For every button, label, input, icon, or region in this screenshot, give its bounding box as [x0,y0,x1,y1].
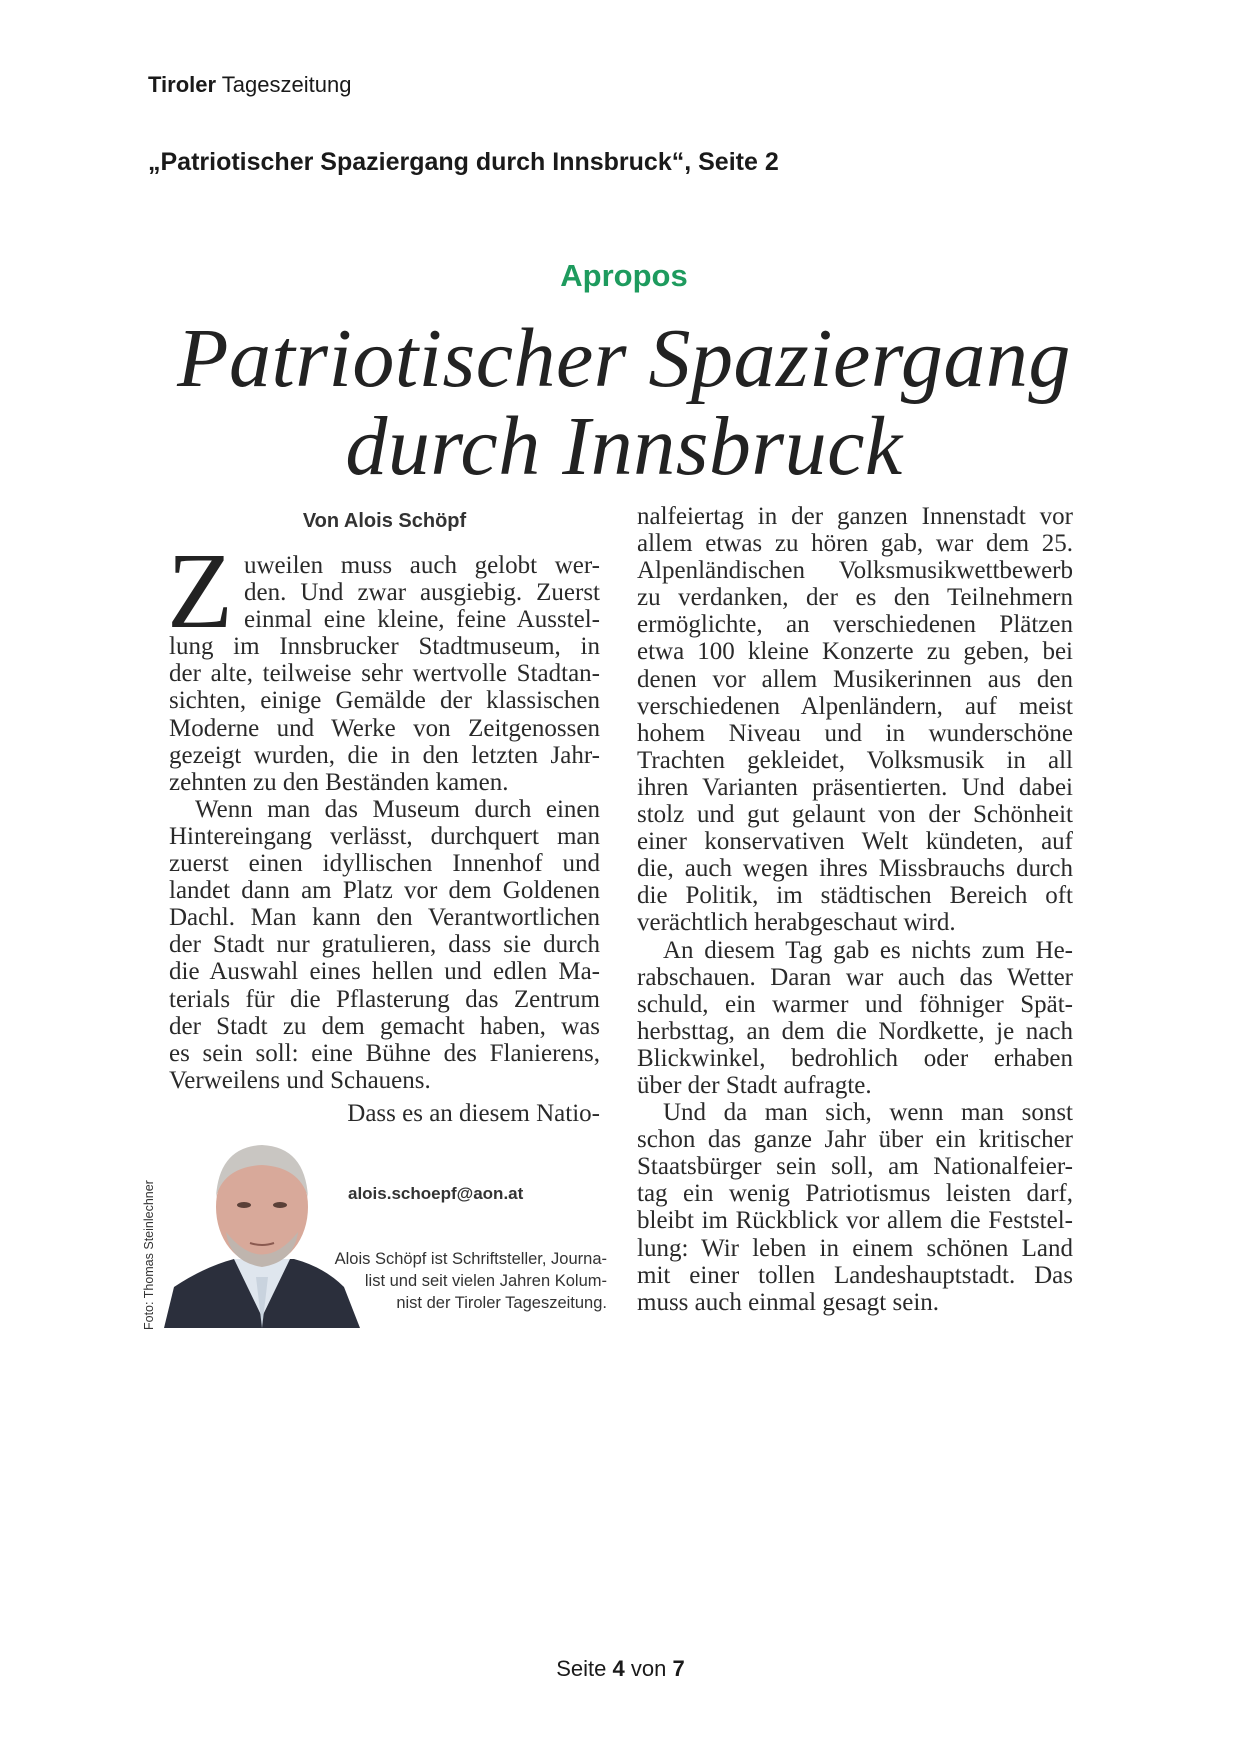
text-line: An diesem Tag gab es nichts zum He- [663,936,1073,964]
text-line: die, auch wegen ihres Missbrauchs durch [637,855,1073,883]
photo-credit: Foto: Thomas Steinlechner [142,1180,156,1330]
text-line: Dass es an diesem Natio- [347,1100,600,1127]
text-line: mit einer tollen Landeshauptstadt. Das [637,1261,1073,1289]
byline: Von Alois Schöpf [302,510,467,532]
text-line: lung: Wir leben in einem schönen Land [637,1234,1073,1262]
headline-line-2: durch Innsbruck [345,400,903,493]
text-line: tag ein wenig Patriotismus leisten darf, [637,1180,1073,1208]
text-line: herbsttag, an dem die Nordkette, je nach [637,1017,1073,1045]
text-line: der Stadt zu dem gemacht haben, was [169,1012,600,1040]
text-line: lung im Innsbrucker Stadtmuseum, in [169,633,600,661]
text-line: etwa 100 kleine Konzerte zu geben, bei [637,638,1073,666]
drop-cap: Z [167,532,233,651]
text-line: rabschauen. Daran war auch das Wetter [637,963,1073,991]
text-line: Staatsbürger sein soll, am Nationalfeier- [637,1153,1073,1181]
text-line: zehnten zu den Beständen kamen. [169,768,509,796]
text-line: einmal eine kleine, feine Ausstel- [244,606,600,634]
text-line: zu verdanken, der es den Teilnehmern [637,584,1073,612]
text-line: über der Stadt aufragte. [637,1071,872,1099]
text-line: ihren Varianten präsentierten. Und dabei [637,773,1073,801]
article-column-left [169,552,600,1094]
text-line: es sein soll: eine Bühne des Flanierens, [169,1039,600,1067]
text-line: schuld, ein warmer und föhniger Spät- [637,990,1073,1018]
text-line: hohem Niveau und in wunderschöne [637,719,1073,747]
headline-line-1: Patriotischer Spaziergang [177,312,1071,405]
text-line: Trachten gekleidet, Volksmusik in all [637,746,1073,774]
text-line: den. Und zwar ausgiebig. Zuerst [244,579,600,607]
text-line: verächtlich herabgeschaut wird. [637,909,956,937]
text-line: der Stadt nur gratulieren, dass sie durch [169,931,600,959]
text-line: Blickwinkel, bedrohlich oder erhaben [637,1044,1073,1072]
text-line: ermöglichte, an verschiedenen Plätzen [637,611,1073,639]
footer-prefix: Seite [556,1656,607,1681]
bio-line: nist der Tiroler Tageszeitung. [396,1294,607,1312]
article-column-left-last-line [169,1100,600,1127]
publication-name-rest: Tageszeitung [221,72,352,97]
text-line: einer konservativen Welt kündeten, auf [637,828,1073,856]
text-line: stolz und gut gelaunt von der Schönheit [637,801,1073,829]
current-page: 4 [612,1656,625,1681]
author-email[interactable]: alois.schoepf@aon.at [348,1184,524,1203]
text-line: die Politik, im städtischen Bereich oft [637,882,1073,910]
text-line: der alte, teilweise sehr wertvolle Stadtan- [169,660,600,688]
text-line: denen vor allem Musikerinnen aus den [637,665,1073,693]
text-line: Wenn man das Museum durch einen [195,795,600,823]
text-line: Moderne und Werke von Zeitgenossen [169,714,600,742]
text-line: die Auswahl eines hellen und edlen Ma- [169,958,600,986]
article-column-right [637,503,1073,1316]
text-line: Dachl. Man kann den Verantwortlichen [169,904,600,932]
publication-name-bold: Tiroler [148,72,217,97]
text-line: Verweilens und Schauens. [169,1066,431,1094]
text-line: landet dann am Platz vor dem Goldenen [169,877,600,905]
text-line: bleibt im Rückblick vor allem die Feststel- [637,1207,1073,1235]
page-number [0,1656,1241,1682]
text-line: Hintereingang verlässt, durchquert man [169,822,600,850]
total-pages: 7 [672,1656,685,1681]
text-line: nalfeiertag in der ganzen Innenstadt vor [637,503,1073,530]
text-line: terials für die Pflasterung das Zentrum [169,985,600,1013]
text-line: verschiedenen Alpenländern, auf meist [637,692,1073,720]
text-line: uweilen muss auch gelobt wer- [244,552,600,579]
footer-middle: von [630,1656,667,1681]
article-reference: „Patriotischer Spaziergang durch Innsbruck“, Seite 2 [148,148,779,176]
bio-line: Alois Schöpf ist Schriftsteller, Journa- [334,1250,607,1268]
text-line: Alpenländischen Volksmusikwettbewerb [637,557,1073,585]
publication-name [148,72,351,98]
text-line: Und da man sich, wenn man sonst [663,1099,1073,1127]
text-line: schon das ganze Jahr über ein kritischer [637,1126,1073,1154]
section-kicker: Apropos [560,258,688,293]
text-line: allem etwas zu hören gab, war dem 25. [637,530,1073,558]
text-line: gezeigt wurden, die in den letzten Jahr- [169,741,600,769]
text-line: zuerst einen idyllischen Innenhof und [169,850,600,878]
text-line: muss auch einmal gesagt sein. [637,1288,940,1316]
bio-line: list und seit vielen Jahren Kolum- [364,1272,607,1290]
text-line: sichten, einige Gemälde der klassischen [169,687,600,715]
author-bio [330,1248,607,1314]
